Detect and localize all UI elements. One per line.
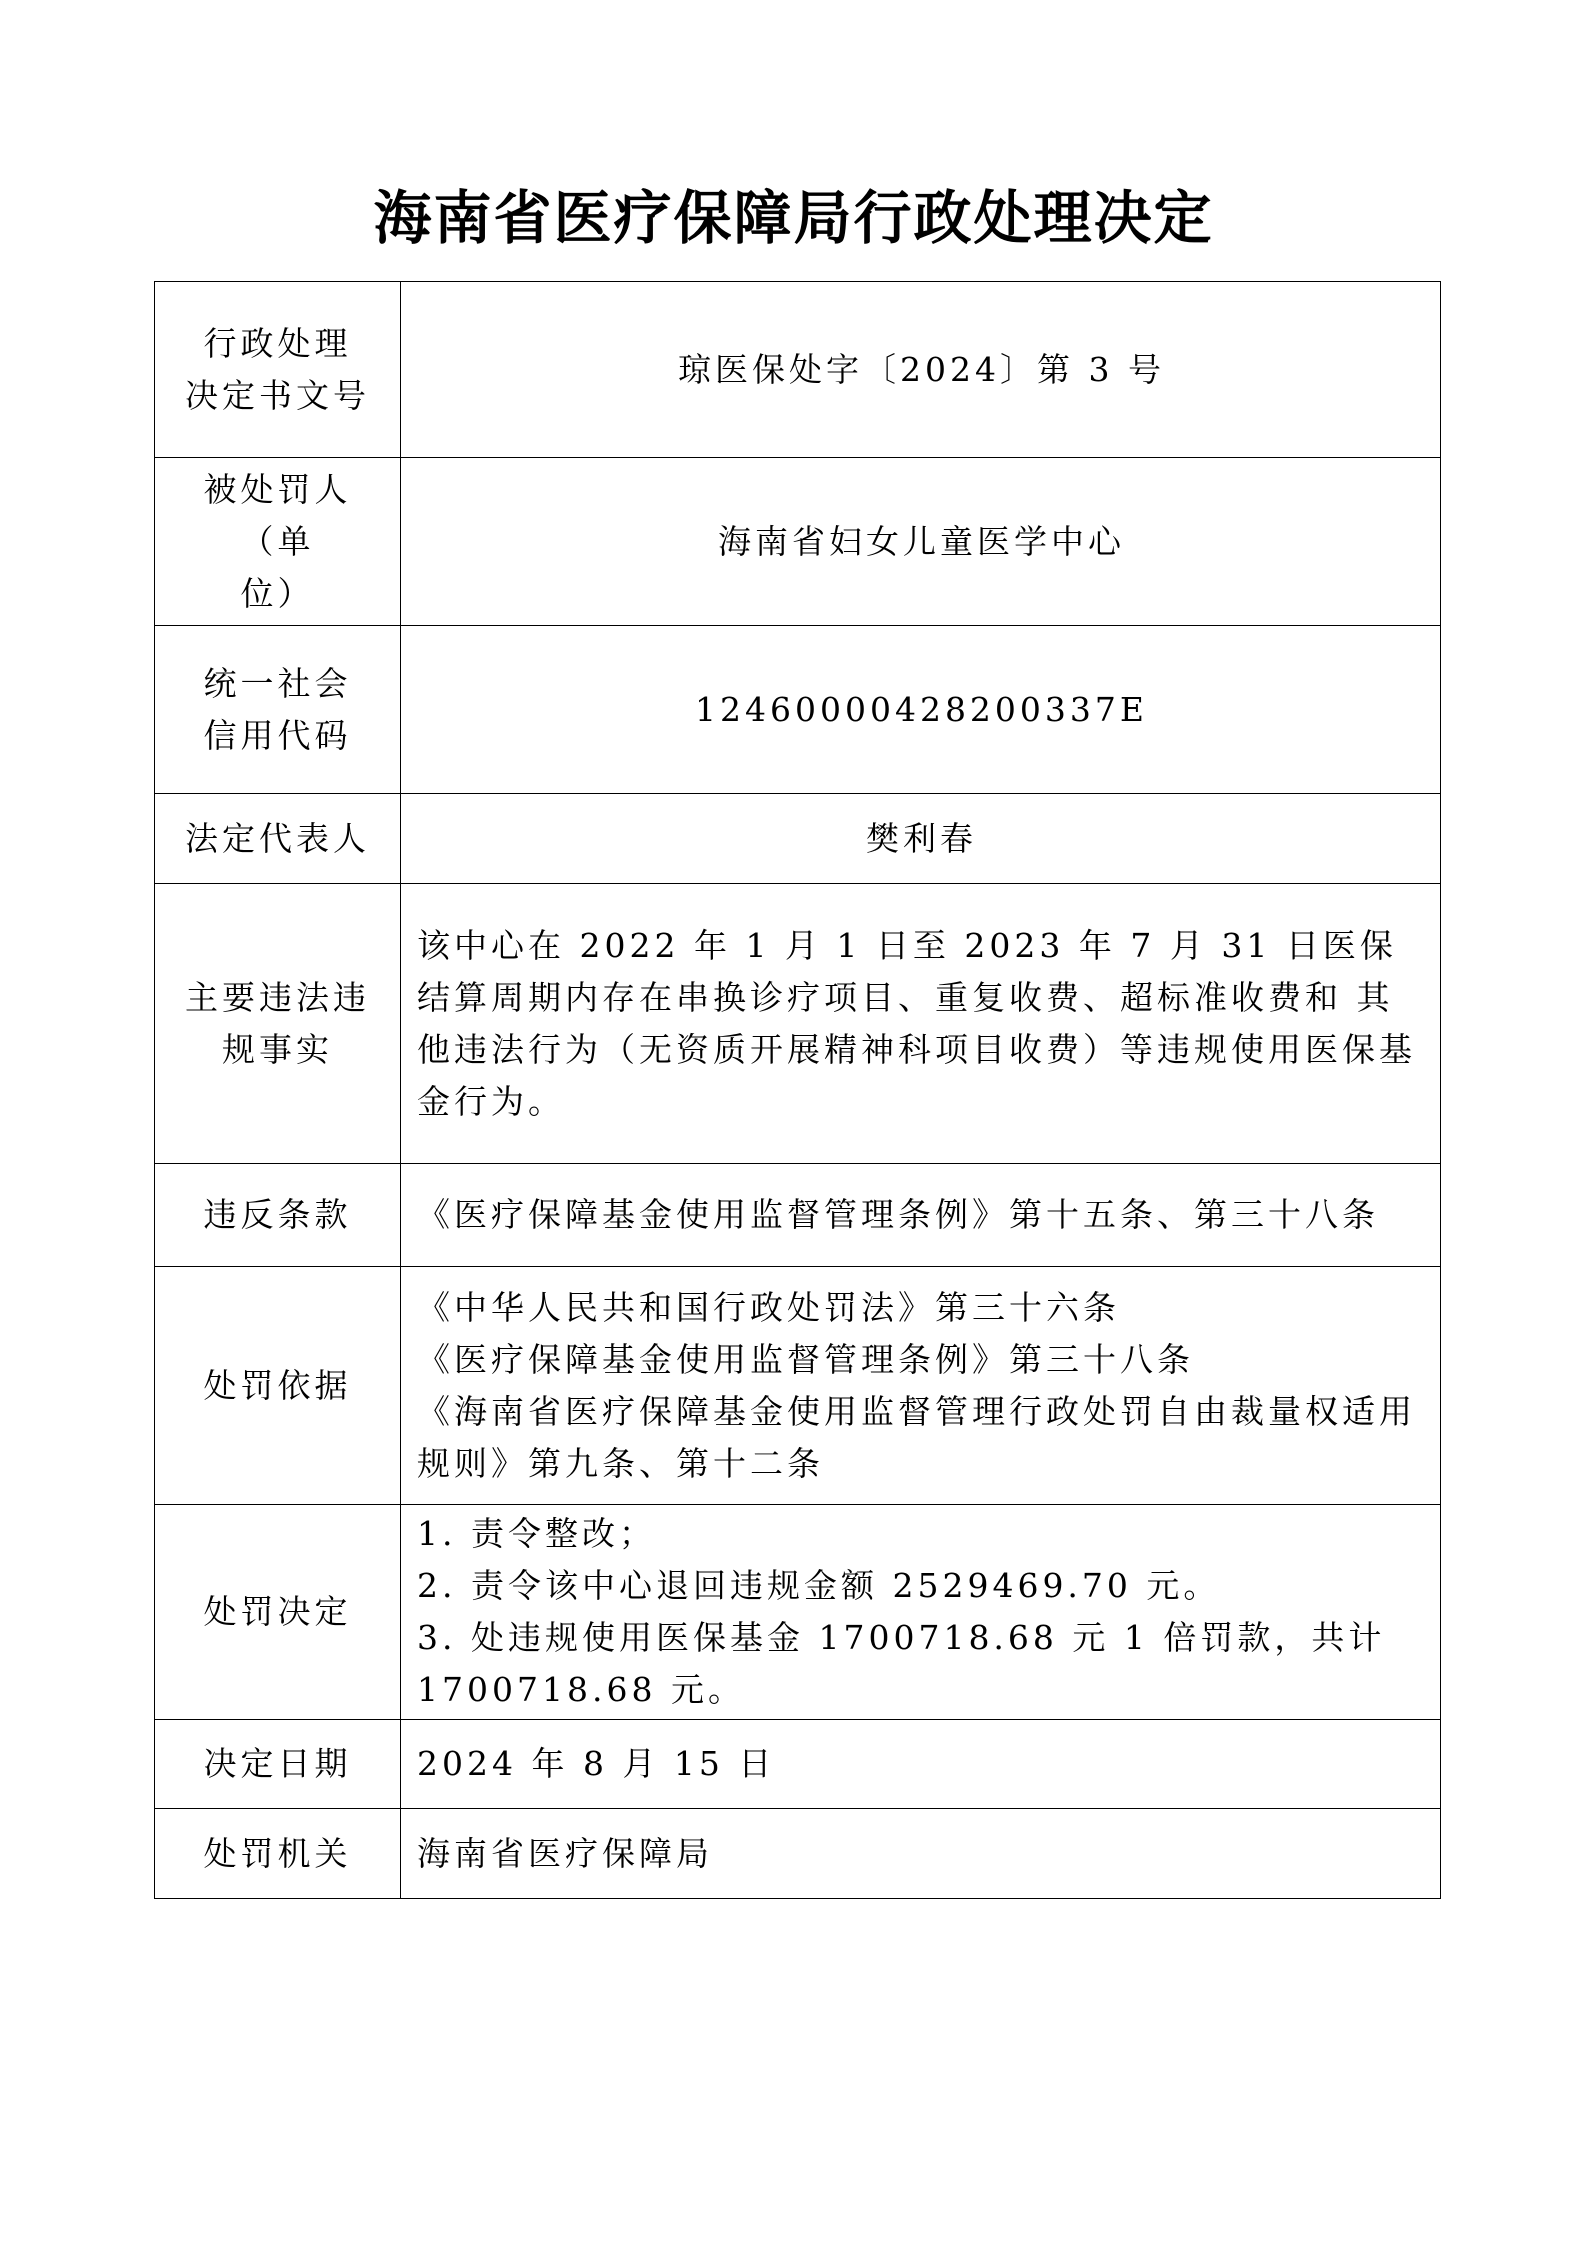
credit-code-label-line-1: 统一社会 (203, 663, 352, 703)
penalty-decision-value (401, 1505, 1441, 1720)
row-doc-number (155, 282, 1441, 458)
penalty-basis-line-1: 《中华人民共和国行政处罚法》第三十六条 (417, 1287, 1120, 1327)
penalized-party-value: 海南省妇女儿童医学中心 (401, 458, 1441, 626)
facts-label-line-1: 主要违法违 (185, 977, 370, 1017)
document-title: 海南省医疗保障局行政处理决定 (373, 184, 1214, 252)
penalty-decision-line-1: 1. 责令整改； (417, 1514, 656, 1553)
row-violated-clauses (155, 1164, 1441, 1267)
penalty-authority-value: 海南省医疗保障局 (401, 1809, 1441, 1899)
penalty-authority-label: 处罚机关 (155, 1809, 401, 1899)
penalty-decision-line-3: 3. 处违规使用医保基金 1700718.68 元 1 倍罚款，共计 1700718.68 元。 (417, 1618, 1386, 1709)
decision-table (154, 281, 1441, 1899)
facts-label-line-2: 规事实 (222, 1029, 333, 1069)
credit-code-value: 12460000428200337E (401, 626, 1441, 794)
doc-number-label (155, 282, 401, 458)
decision-date-value: 2024 年 8 月 15 日 (401, 1720, 1441, 1809)
row-legal-representative (155, 794, 1441, 884)
penalty-decision-label: 处罚决定 (155, 1505, 401, 1720)
penalty-basis-label: 处罚依据 (155, 1267, 401, 1505)
row-decision-date (155, 1720, 1441, 1809)
facts-value: 该中心在 2022 年 1 月 1 日至 2023 年 7 月 31 日医保结算周期内存在串换诊疗项目、重复收费、超标准收费和 其他违法行为（无资质开展精神科项目收费）等违规使用医保基金行为。 (401, 884, 1441, 1164)
violated-clauses-label: 违反条款 (155, 1164, 401, 1267)
legal-rep-label: 法定代表人 (155, 794, 401, 884)
penalized-party-label-line-1: 被处罚人（单 (203, 469, 352, 561)
penalized-party-label-line-2: 位） (240, 573, 315, 613)
penalized-party-label (155, 458, 401, 626)
doc-number-value: 琼医保处字〔2024〕第 3 号 (401, 282, 1441, 458)
legal-rep-value: 樊利春 (401, 794, 1441, 884)
row-violation-facts (155, 884, 1441, 1164)
penalty-basis-line-3: 《海南省医疗保障基金使用监督管理行政处罚自由裁量权适用规则》第九条、第十二条 (417, 1391, 1416, 1483)
row-penalty-decision (155, 1505, 1441, 1720)
penalty-basis-line-2: 《医疗保障基金使用监督管理条例》第三十八条 (417, 1339, 1194, 1379)
row-penalized-party (155, 458, 1441, 626)
decision-date-label: 决定日期 (155, 1720, 401, 1809)
row-penalty-authority (155, 1809, 1441, 1899)
violated-clauses-value: 《医疗保障基金使用监督管理条例》第十五条、第三十八条 (401, 1164, 1441, 1267)
doc-number-label-line-2: 决定书文号 (185, 375, 370, 415)
row-credit-code (155, 626, 1441, 794)
credit-code-label (155, 626, 401, 794)
doc-number-label-line-1: 行政处理 (203, 323, 352, 363)
penalty-basis-value (401, 1267, 1441, 1505)
facts-label (155, 884, 401, 1164)
credit-code-label-line-2: 信用代码 (203, 715, 352, 755)
penalty-decision-line-2: 2. 责令该中心退回违规金额 2529469.70 元。 (417, 1566, 1221, 1605)
row-penalty-basis (155, 1267, 1441, 1505)
